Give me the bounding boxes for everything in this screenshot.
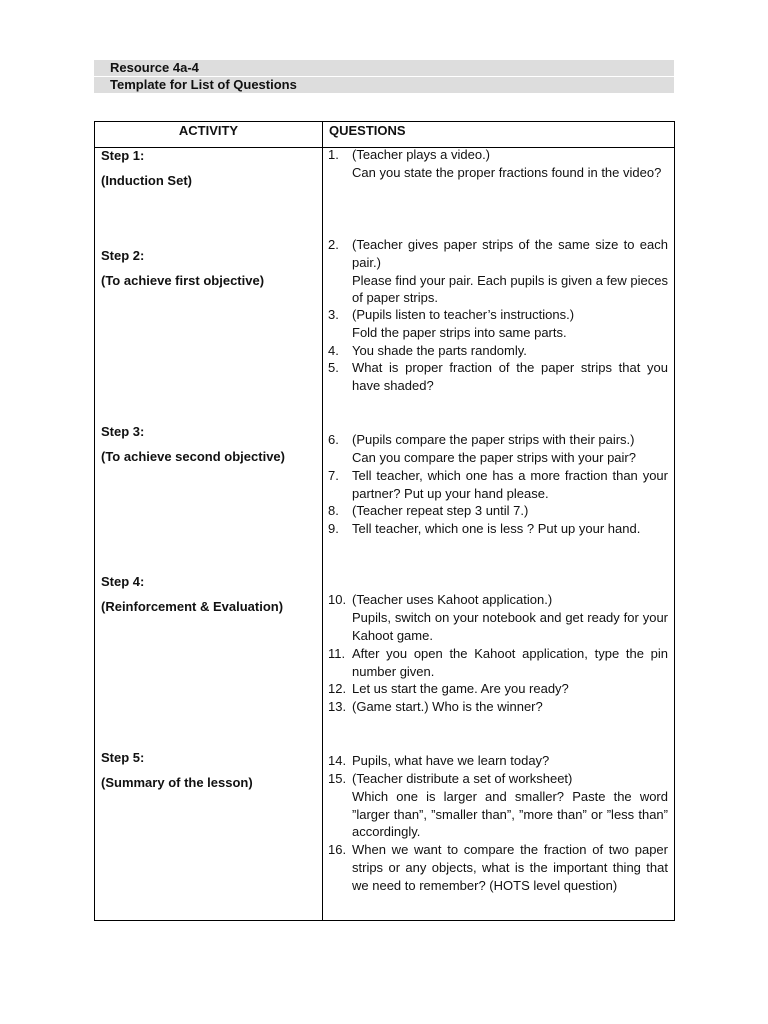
question-text: When we want to compare the fraction of two paper strips or any objects, what is the important thing that we need to remember? (HOTS level question) — [352, 842, 668, 893]
question-text: Pupils, switch on your notebook and get ready for your Kahoot game. — [352, 609, 668, 643]
step-label: Step 4: — [101, 574, 145, 589]
question-number: 11. — [328, 646, 346, 661]
questions-table — [94, 121, 675, 921]
column-divider — [322, 122, 323, 920]
step-5 — [101, 749, 316, 792]
step-2 — [101, 247, 316, 290]
question-item — [328, 680, 668, 698]
question-item — [328, 645, 668, 681]
question-item — [328, 236, 668, 307]
question-text: (Game start.) Who is the winner? — [352, 699, 543, 714]
question-text: Which one is larger and smaller? Paste the word ”larger than”, ”smaller than”, ”more than” or ”less than” accordingly. — [352, 788, 668, 840]
question-text: (Teacher repeat step 3 until 7.) — [352, 503, 529, 518]
step-label: Step 2: — [101, 248, 145, 263]
question-text: You shade the parts randomly. — [352, 343, 527, 358]
question-text: Tell teacher, which one has a more fraction than your partner? Put up your hand please. — [352, 468, 668, 501]
question-item — [328, 467, 668, 503]
question-text: Can you state the proper fractions found in the video? — [352, 164, 662, 180]
question-number: 12. — [328, 681, 347, 696]
step-4 — [101, 573, 316, 616]
step-description: (To achieve second objective) — [101, 449, 285, 464]
activity-column-header: ACTIVITY — [178, 123, 239, 138]
question-item — [328, 359, 668, 395]
question-number: 3. — [328, 307, 339, 322]
question-text: Please find your pair. Each pupils is given a few pieces of paper strips. — [352, 272, 668, 306]
question-number: 2. — [328, 237, 339, 252]
question-item — [328, 770, 668, 841]
question-text: (Teacher plays a video.) — [352, 147, 491, 162]
step-description: (Reinforcement & Evaluation) — [101, 599, 284, 614]
step-1 — [101, 147, 316, 190]
question-number: 1. — [328, 147, 339, 162]
question-number: 8. — [328, 503, 339, 518]
question-number: 14. — [328, 753, 347, 768]
template-header — [94, 77, 674, 93]
question-text: Can you compare the paper strips with your pair? — [352, 449, 636, 465]
question-number: 10. — [328, 592, 347, 607]
question-item — [328, 591, 668, 644]
question-number: 15. — [328, 771, 347, 786]
step-description: (To achieve first objective) — [101, 273, 265, 288]
question-text: Pupils, what have we learn today? — [352, 753, 550, 768]
step-3 — [101, 423, 316, 466]
question-number: 16. — [328, 842, 347, 857]
step-description: (Induction Set) — [101, 173, 192, 188]
question-text: (Teacher gives paper strips of the same size to each pair.) — [352, 237, 668, 270]
question-item — [328, 342, 668, 360]
question-text: (Pupils compare the paper strips with their pairs.) — [352, 432, 635, 447]
question-text: (Pupils listen to teacher’s instructions.) — [352, 307, 575, 322]
question-text: Fold the paper strips into same parts. — [352, 324, 567, 340]
question-number: 5. — [328, 360, 339, 375]
question-item — [328, 431, 668, 467]
question-item — [328, 752, 668, 770]
question-item — [328, 698, 668, 716]
step-label: Step 1: — [101, 148, 145, 163]
question-item — [328, 146, 668, 182]
resource-label: Resource 4a-4 — [110, 60, 199, 75]
question-number: 6. — [328, 432, 339, 447]
question-text: (Teacher distribute a set of worksheet) — [352, 771, 573, 786]
question-number: 7. — [328, 468, 339, 483]
question-item — [328, 841, 668, 894]
template-title: Template for List of Questions — [110, 77, 297, 92]
question-item — [328, 306, 668, 342]
step-label: Step 3: — [101, 424, 145, 439]
question-item — [328, 520, 668, 538]
resource-header — [94, 60, 674, 76]
question-number: 9. — [328, 521, 339, 536]
question-number: 4. — [328, 343, 339, 358]
question-number: 13. — [328, 699, 347, 714]
question-text: (Teacher uses Kahoot application.) — [352, 592, 553, 607]
question-text: What is proper fraction of the paper strips that you have shaded? — [352, 360, 668, 393]
step-label: Step 5: — [101, 750, 145, 765]
step-description: (Summary of the lesson) — [101, 775, 253, 790]
question-item — [328, 502, 668, 520]
question-text: Tell teacher, which one is less ? Put up your hand. — [352, 521, 641, 536]
question-text: After you open the Kahoot application, type the pin number given. — [352, 646, 668, 679]
question-text: Let us start the game. Are you ready? — [352, 681, 569, 696]
questions-column-header: QUESTIONS — [329, 123, 406, 138]
